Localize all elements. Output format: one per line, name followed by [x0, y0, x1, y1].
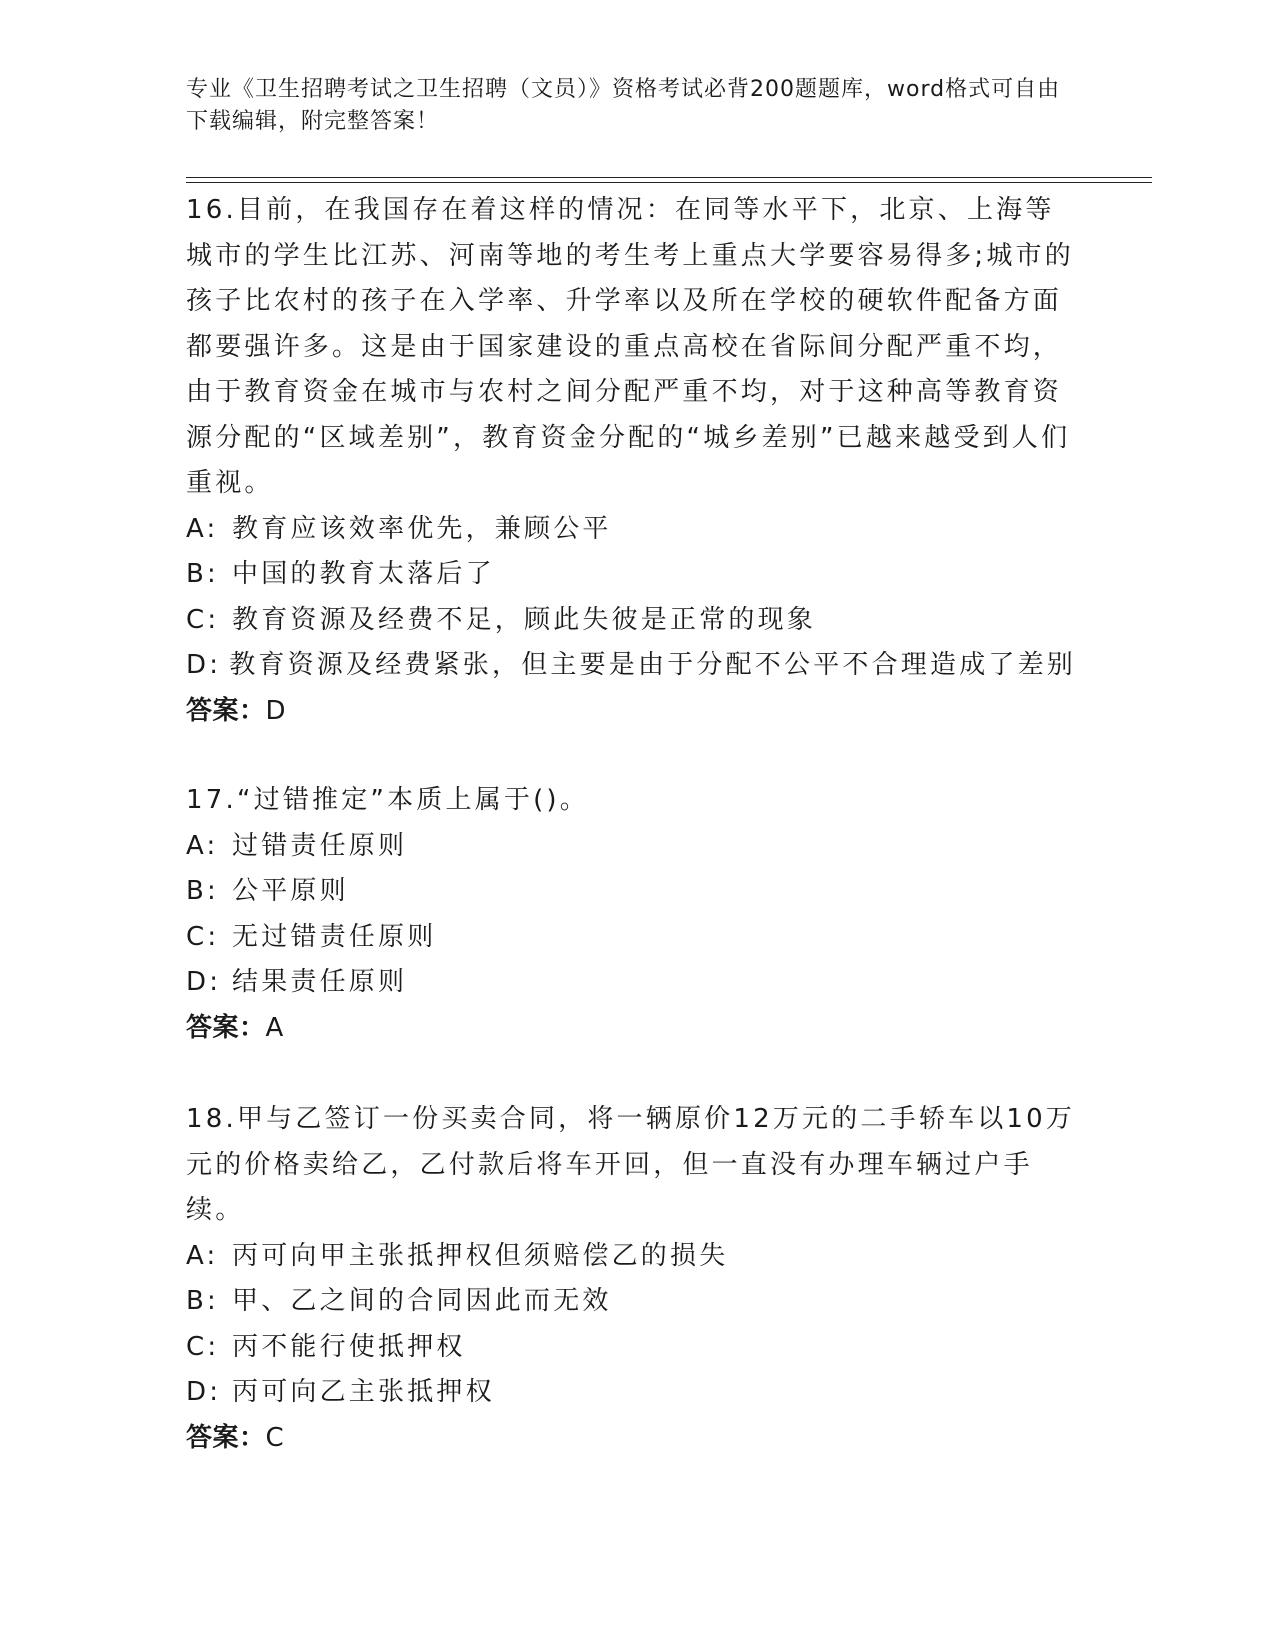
option-letter: A: — [186, 513, 219, 544]
option-letter: D: — [186, 650, 222, 680]
option-b — [186, 869, 1076, 915]
option-text: 结果责任原则 — [232, 967, 408, 997]
option-text: 丙不能行使抵押权 — [232, 1331, 466, 1362]
option-d — [186, 1370, 1076, 1416]
option-c — [186, 598, 1076, 644]
option-letter: D: — [186, 967, 222, 997]
option-text: 教育资源及经费紧张，但主要是由于分配不公平不合理造成了差别 — [229, 650, 1076, 680]
option-text: 丙可向乙主张抵押权 — [232, 1377, 495, 1407]
answer-label: 答案： — [186, 1012, 266, 1043]
option-b — [186, 1279, 1076, 1325]
answer-label: 答案： — [186, 695, 266, 726]
option-a — [186, 824, 1076, 870]
option-d — [186, 643, 1076, 689]
answer-value: A — [265, 1012, 284, 1043]
question-stem: 16.目前，在我国存在着这样的情况：在同等水平下，北京、上海等城市的学生比江苏、河南等地的考生考上重点大学要容易得多;城市的孩子比农村的孩子在入学率、升学率以及所在学校的硬软件配备方面都要强许多。这是由于国家建设的重点高校在省际间分配严重不均，由于教育资金在城市与农村之间分配严重不均，对于这种高等教育资源分配的“区域差别”，教育资金分配的“城乡差别”已越来越受到人们重视。 — [186, 195, 1074, 498]
answer-line — [186, 1416, 1076, 1462]
document-header: 专业《卫生招聘考试之卫生招聘（文员）》资格考试必背200题题库，word格式可自由下载编辑，附完整答案！ — [186, 77, 1061, 134]
header-divider-top — [186, 177, 1152, 178]
header-divider-bottom — [186, 182, 1152, 183]
answer-line — [186, 689, 1076, 735]
question-stem: 18.甲与乙签订一份买卖合同，将一辆原价12万元的二手轿车以10万元的价格卖给乙，乙付款后将车开回，但一直没有办理车辆过户手续。 — [186, 1104, 1076, 1225]
option-letter: C: — [186, 921, 220, 952]
option-text: 教育资源及经费不足，顾此失彼是正常的现象 — [232, 604, 817, 635]
option-d — [186, 960, 1076, 1006]
answer-line — [186, 1006, 1076, 1052]
option-a — [186, 1234, 1076, 1280]
option-text: 过错责任原则 — [232, 830, 408, 861]
option-c — [186, 1325, 1076, 1371]
question-18 — [186, 1097, 1076, 1461]
option-letter: B: — [186, 1286, 219, 1316]
option-letter: B: — [186, 876, 219, 906]
option-letter: B: — [186, 559, 219, 589]
option-text: 甲、乙之间的合同因此而无效 — [232, 1286, 612, 1316]
option-a — [186, 507, 1076, 553]
question-16 — [186, 188, 1076, 734]
option-letter: D: — [186, 1377, 222, 1407]
option-text: 中国的教育太落后了 — [232, 559, 495, 589]
answer-value: C — [265, 1422, 285, 1453]
answer-label: 答案： — [186, 1422, 266, 1453]
option-text: 教育应该效率优先，兼顾公平 — [232, 513, 612, 544]
option-letter: C: — [186, 604, 220, 635]
option-text: 无过错责任原则 — [232, 921, 437, 952]
option-b — [186, 552, 1076, 598]
option-letter: A: — [186, 1240, 219, 1271]
question-stem: 17.“过错推定”本质上属于()。 — [186, 785, 589, 815]
question-17 — [186, 778, 1076, 1051]
answer-value: D — [265, 695, 287, 726]
option-letter: A: — [186, 830, 219, 861]
option-c — [186, 915, 1076, 961]
option-text: 丙可向甲主张抵押权但须赔偿乙的损失 — [232, 1240, 729, 1271]
option-letter: C: — [186, 1331, 220, 1362]
option-text: 公平原则 — [232, 876, 349, 906]
